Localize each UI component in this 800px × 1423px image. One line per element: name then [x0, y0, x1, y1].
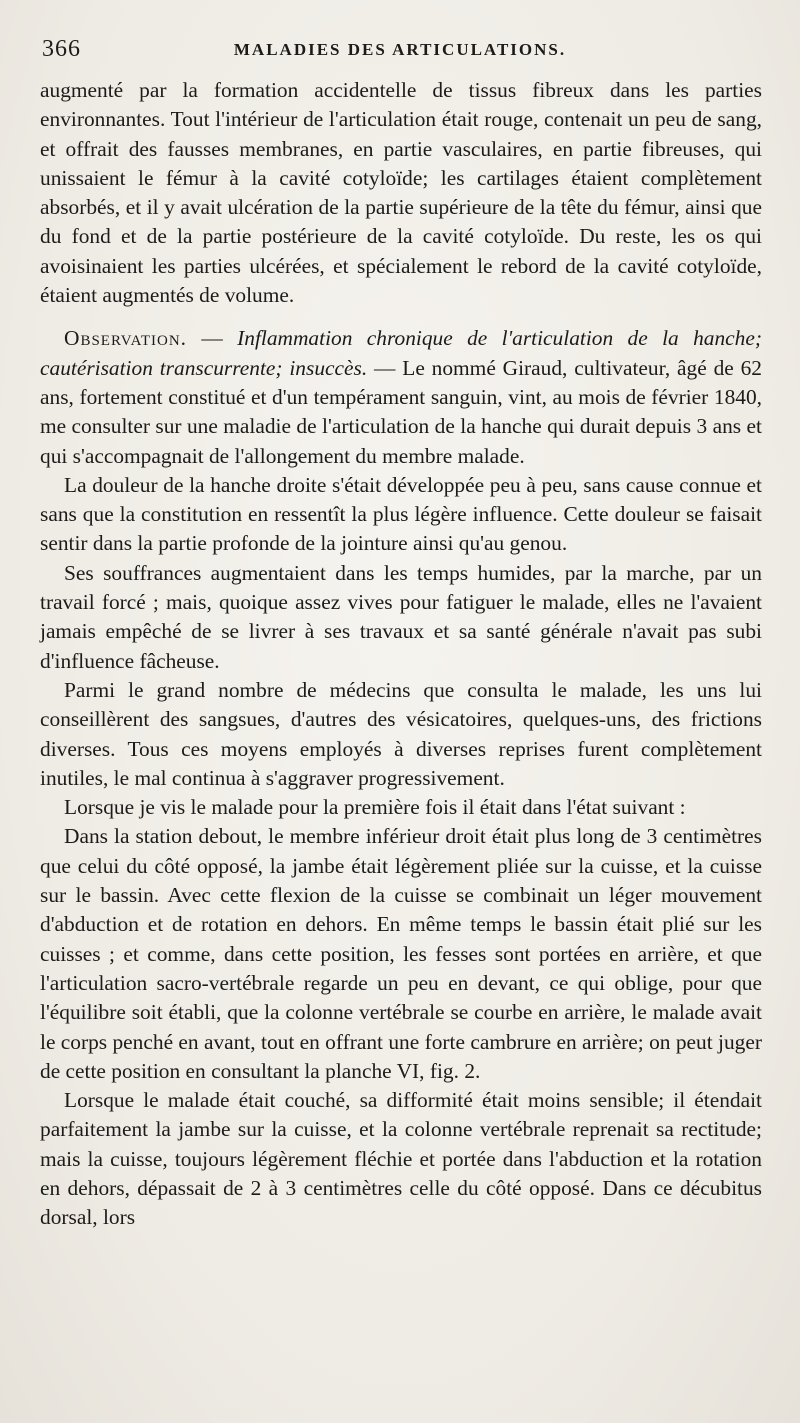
paragraph: Ses souffrances augmentaient dans les temps humides, par la marche, par un travail forcé ; mais, quoique assez vives pour fatiguer le malade, elles ne l'avaient jamais empêché de se livrer à ses travaux et sa santé générale n'avait pas subi d'influence fâcheuse. — [40, 560, 762, 673]
observation-label: Observation. — [64, 326, 188, 351]
running-title: MALADIES DES ARTICULATIONS. — [233, 40, 567, 59]
page-body — [40, 76, 762, 1233]
paragraph: La douleur de la hanche droite s'était développée peu à peu, sans cause connue et sans que la constitution en ressentît la plus légère influence. Cette douleur se faisait sentir dans la partie profonde de la jointure ainsi qu'au genou. — [40, 472, 762, 556]
page-number: 366 — [42, 36, 81, 62]
observation-text: — Le nommé Giraud, cultivateur, âgé de 62 ans, fortement constitué et d'un tempérament sanguin, vint, au mois de février 1840, me consulter sur une maladie de l'articulation de la hanche qui durait depuis 3 ans et qui s'accompagnait de l'allongement du membre malade. — [40, 355, 763, 468]
page-header — [40, 36, 760, 66]
paragraph-gap — [40, 310, 762, 324]
paragraph: Lorsque le malade était couché, sa difformité était moins sensible; il étendait parfaitement la jambe sur la cuisse, et la colonne vertébrale reprenait sa rectitude; mais la cuisse, toujours légèrement fléchie et portée dans l'abduction et la rotation en dehors, dépassait de 2 à 3 centimètres celle du côté opposé. Dans ce décubitus dorsal, lors — [40, 1088, 762, 1230]
paragraph: Parmi le grand nombre de médecins que consulta le malade, les uns lui conseillèrent des sangsues, d'autres des vésicatoires, quelques-uns, des frictions diverses. Tous ces moyens employés à diverses reprises furent complètement inutiles, le mal continua à s'aggraver progressivement. — [40, 677, 762, 790]
paragraph: Dans la station debout, le membre inférieur droit était plus long de 3 centimètres que celui du côté opposé, la jambe était légèrement pliée sur la cuisse, et la cuisse sur le bassin. Avec cette flexion de la cuisse se combinait un léger mouvement d'abduction et de rotation en dehors. En même temps le bassin était plié sur les cuisses ; et comme, dans cette position, les fesses sont portées en arrière, et que l'articulation sacro-vertébrale regarde un peu en devant, ce qui oblige, pour que l'équilibre soit établi, que la colonne vertébrale se courbe en arrière, le malade avait le corps penché en avant, tout en offrant une forte cambrure en arrière; on peut juger de cette position en consultant la planche VI, fig. 2. — [40, 824, 762, 1083]
paragraph: Lorsque je vis le malade pour la première fois il était dans l'état suivant : — [64, 795, 686, 820]
observation-dash: — — [187, 326, 238, 351]
paragraph-continuation: augmenté par la formation accidentelle de tissus fibreux dans les parties environnantes. Tout l'intérieur de l'articulation était rouge, contenait un peu de sang, et offrait des fausses membranes, en partie vasculaires, en partie fibreuses, qui unissaient le fémur à la cavité cotyloïde; les cartilages étaient complètement absorbés, et il y avait ulcération de la partie supérieure de la tête du fémur, ainsi que du fond et de la partie postérieure de la cavité cotyloïde. Du reste, les os qui avoisinaient les parties ulcérées, et spécialement le rebord de la cavité cotyloïde, étaient augmentés de volume. — [40, 78, 762, 308]
observation-paragraph — [40, 324, 762, 470]
observation-title: Inflammation chronique de l'articulation de la hanche; cautérisation transcurrente; insuccès. — [40, 326, 762, 380]
